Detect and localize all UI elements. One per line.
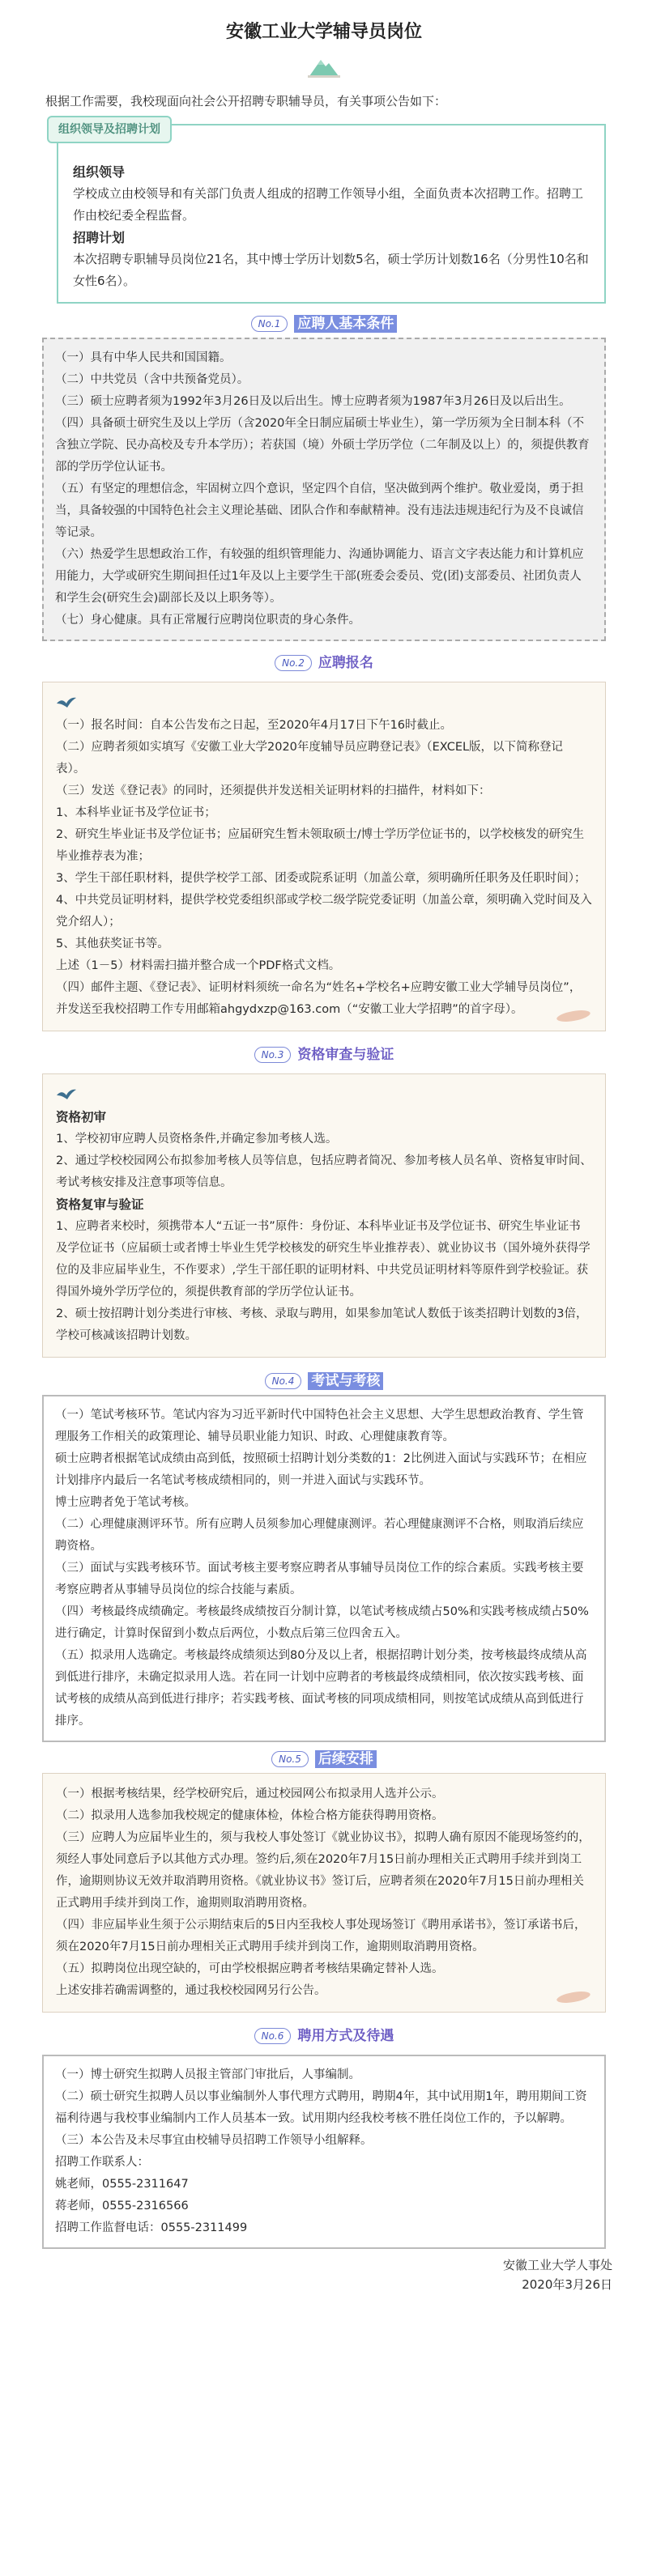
section1-box: [42, 338, 606, 641]
plan-title: 招聘计划: [73, 230, 126, 245]
list-item: 硕士应聘者根据笔试成绩由高到低，按照硕士招聘计划分类数的1：2比例进入面试与实践环节；在相应计划排序内最后一名笔试考核成绩相同的，则一并进入面试与实践环节。: [55, 1452, 587, 1487]
section-number: No.4: [265, 1373, 302, 1389]
list-item: 2、通过学校校园网公布拟参加考核人员等信息，包括应聘者简况、参加考核人员名单、资格复审时间、考试考核安排及注意事项等信息。: [56, 1154, 592, 1189]
section4-header: [0, 1367, 648, 1395]
list-item: （五）拟聘岗位出现空缺的，可由学校根据应聘者考核结果确定替补人选。: [56, 1962, 444, 1975]
list-item: 姚老师，0555-2311647: [55, 2178, 189, 2191]
list-item: （三）发送《登记表》的同时，还须提供并发送相关证明材料的扫描件，材料如下：: [56, 784, 491, 797]
section5-header: [0, 1745, 648, 1773]
section4-box: [42, 1395, 606, 1742]
section3-box: [42, 1073, 606, 1358]
list-item: （五）有坚定的理想信念，牢固树立四个意识，坚定四个自信，坚决做到两个维护。敬业爱岗，勇于担当，具备较强的中国特色社会主义理论基础、团队合作和奉献精神。没有违法违规违纪行为及不良诚信等记录。: [55, 482, 584, 539]
section-title: 应聘报名: [318, 654, 373, 671]
list-item: （一）根据考核结果，经学校研究后，通过校园网公布拟录用人选并公示。: [56, 1787, 444, 1800]
feather-icon: [555, 1010, 592, 1022]
list-item: 上述（1－5）材料需扫描并整合成一个PDF格式文档。: [56, 959, 341, 972]
org-title: 组织领导: [73, 164, 126, 180]
section2-box: [42, 682, 606, 1031]
list-item: （一）报名时间：自本公告发布之日起，至2020年4月17日下午16时截止。: [56, 719, 453, 732]
list-item: （七）身心健康。具有正常履行应聘岗位职责的身心条件。: [55, 614, 360, 627]
intro-text: 根据工作需要，我校现面向社会公开招聘专职辅导员，有关事项公告如下：: [45, 94, 447, 108]
section6-header: [0, 2022, 648, 2050]
section5-box: [42, 1773, 606, 2013]
list-item: （五）拟录用人选确定。考核最终成绩须达到80分及以上者，根据招聘计划分类，按考核最终成绩从高到低进行排序，未确定拟录用人选。若在同一计划中应聘者的考核最终成绩相同，依次按实践考核、面试考核的成绩从高到低进行排序；若实践考核、面试考核的同项成绩相同，则按笔试成绩从高到低进行排序。: [55, 1649, 587, 1728]
section-number: No.2: [275, 655, 312, 671]
list-item: （一）笔试考核环节。笔试内容为习近平新时代中国特色社会主义思想、大学生思想政治教育、学生管理服务工作相关的政策理论、辅导员职业能力知识、时政、心理健康教育等。: [55, 1409, 584, 1443]
section6-box: [42, 2055, 606, 2249]
list-item: （二）心理健康测评环节。所有应聘人员须参加心理健康测评。若心理健康测评不合格，则取消后续应聘资格。: [55, 1518, 584, 1553]
list-item: 招聘工作联系人：: [55, 2156, 149, 2169]
section1-header: [0, 310, 648, 338]
list-item: （四）具备硕士研究生及以上学历（含2020年全日制应届硕士毕业生），第一学历须为全日制本科（不含独立学院、民办高校及专升本学历）；若获国（境）外硕士学历学位（二年制及以上）的，须提供教育部的学历学位认证书。: [55, 417, 590, 474]
subsection-title: 资格初审: [56, 1110, 107, 1124]
list-item: （二）拟录用人选参加我校规定的健康体检，体检合格方能获得聘用资格。: [56, 1809, 444, 1822]
section-title: 考试与考核: [308, 1372, 383, 1390]
bird-icon: [56, 1087, 77, 1102]
plan-text: 本次招聘专职辅导员岗位21名，其中博士学历计划数5名，硕士学历计划数16名（分男性10名和女性6名）。: [73, 252, 589, 288]
section-title: 应聘人基本条件: [294, 315, 397, 333]
mountain-icon: [308, 53, 340, 78]
list-item: 2、硕士按招聘计划分类进行审核、考核、录取与聘用，如果参加笔试人数低于该类招聘计划数的3倍，学校可核减该招聘计划数。: [56, 1307, 588, 1342]
section2-header: [0, 649, 648, 677]
list-item: 3、学生干部任职材料，提供学校学工部、团委或院系证明（加盖公章，须明确所任职务及任职时间）；: [56, 872, 586, 885]
list-item: （四）非应届毕业生须于公示期结束后的5日内至我校人事处现场签订《聘用承诺书》，签订承诺书后，须在2020年7月15日前办理相关正式聘用手续并到岗工作，逾期则取消聘用资格。: [56, 1919, 586, 1953]
list-item: 上述安排若确需调整的，通过我校校园网另行公告。: [56, 1984, 326, 1997]
section-number: No.6: [254, 2028, 292, 2044]
list-item: （四）考核最终成绩确定。考核最终成绩按百分制计算，以笔试考核成绩占50%和实践考核成绩占50%进行确定，计算时保留到小数点后两位，小数点后第三位四舍五入。: [55, 1605, 589, 1640]
section-number: No.5: [271, 1751, 309, 1767]
list-item: 招聘工作监督电话：0555-2311499: [55, 2221, 248, 2234]
org-text: 学校成立由校领导和有关部门负责人组成的招聘工作领导小组，全面负责本次招聘工作。招聘工作由校纪委全程监督。: [73, 186, 584, 223]
list-item: （四）邮件主题、《登记表》、证明材料须统一命名为“姓名+学校名+应聘安徽工业大学辅导员岗位”，并发送至我校招聘工作专用邮箱ahgydxzp@163.com（“安徽工业大学招聘”的首字母）。: [56, 981, 582, 1016]
list-item: （三）本公告及未尽事宜由校辅导员招聘工作领导小组解释。: [55, 2134, 373, 2147]
list-item: 5、其他获奖证书等。: [56, 937, 169, 950]
feather-icon: [555, 1991, 592, 2004]
footer-date: 2020年3月26日: [522, 2277, 612, 2292]
subsection-title: 资格复审与验证: [56, 1197, 144, 1212]
list-item: （三）应聘人为应届毕业生的，须与我校人事处签订《就业协议书》，拟聘人确有原因不能现场签约的，须经人事处同意后予以其他方式办理。签约后,须在2020年7月15日前办理相关正式聘用手续并到岗工作，逾期则协议无效并取消聘用资格。《就业协议书》签订后，应聘者须在2020年7月15日前办理相关正式聘用手续并到岗工作，逾期则取消聘用资格。: [56, 1831, 590, 1910]
list-item: 1、本科毕业证书及学位证书；: [56, 806, 216, 819]
list-item: 1、学校初审应聘人员资格条件,并确定参加考核人选。: [56, 1133, 338, 1146]
section-number: No.3: [254, 1047, 292, 1063]
org-plan-box: [57, 124, 606, 304]
list-item: （二）硕士研究生拟聘人员以事业编制外人事代理方式聘用，聘期4年，其中试用期1年，聘用期间工资福利待遇与我校事业编制内工作人员基本一致。试用期内经我校考核不胜任岗位工作的，予以解聘。: [55, 2090, 587, 2125]
page-title: 安徽工业大学辅导员岗位: [225, 22, 422, 42]
bird-icon: [56, 695, 77, 710]
list-item: （一）博士研究生拟聘人员报主管部门审批后，人事编制。: [55, 2068, 360, 2081]
section-tag: 组织领导及招聘计划: [47, 116, 172, 143]
list-item: （六）热爱学生思想政治工作，有较强的组织管理能力、沟通协调能力、语言文字表达能力和计算机应用能力，大学或研究生期间担任过1年及以上主要学生干部(班委会委员、党(团)支部委员、社团负责人和学生会(研究生会)副部长及以上职务等）。: [55, 548, 584, 605]
list-item: （二）中共党员（含中共预备党员）。: [55, 373, 249, 386]
list-item: （三）面试与实践考核环节。面试考核主要考察应聘者从事辅导员岗位工作的综合素质。实践考核主要考察应聘者从事辅导员岗位的综合技能与素质。: [55, 1562, 584, 1596]
section-title: 资格审查与验证: [297, 1046, 394, 1063]
section-number: No.1: [251, 316, 288, 332]
list-item: （三）硕士应聘者须为1992年3月26日及以后出生。博士应聘者须为1987年3月26日及以后出生。: [55, 395, 571, 408]
list-item: 2、研究生毕业证书及学位证书；应届研究生暂未领取硕士/博士学历学位证书的，以学校核发的研究生毕业推荐表为准；: [56, 828, 585, 863]
footer: [0, 2255, 648, 2294]
list-item: 博士应聘者免于笔试考核。: [55, 1496, 196, 1509]
section-title: 后续安排: [315, 1750, 377, 1768]
section-title: 聘用方式及待遇: [297, 2027, 394, 2044]
list-item: （二）应聘者须如实填写《安徽工业大学2020年度辅导员应聘登记表》（EXCEL版，以下简称登记表）。: [56, 741, 564, 776]
list-item: 4、中共党员证明材料，提供学校党委组织部或学校二级学院党委证明（加盖公章，须明确入党时间及入党介绍人）；: [56, 894, 592, 929]
list-item: 蒋老师，0555-2316566: [55, 2200, 189, 2213]
footer-org: 安徽工业大学人事处: [502, 2258, 612, 2272]
list-item: （一）具有中华人民共和国国籍。: [55, 351, 232, 364]
list-item: 1、应聘者来校时，须携带本人“五证一书”原件：身份证、本科毕业证书及学位证书、研究生毕业证书及学位证书（应届硕士或者博士毕业生凭学校核发的研究生毕业推荐表）、就业协议书（国外境外获得学位的及非应届毕业生，不作要求）,学生干部任职的证明材料、中共党员证明材料等原件到学校验证。获得国外境外学历学位的，须提供教育部的学历学位认证书。: [56, 1220, 590, 1299]
section3-header: [0, 1041, 648, 1069]
